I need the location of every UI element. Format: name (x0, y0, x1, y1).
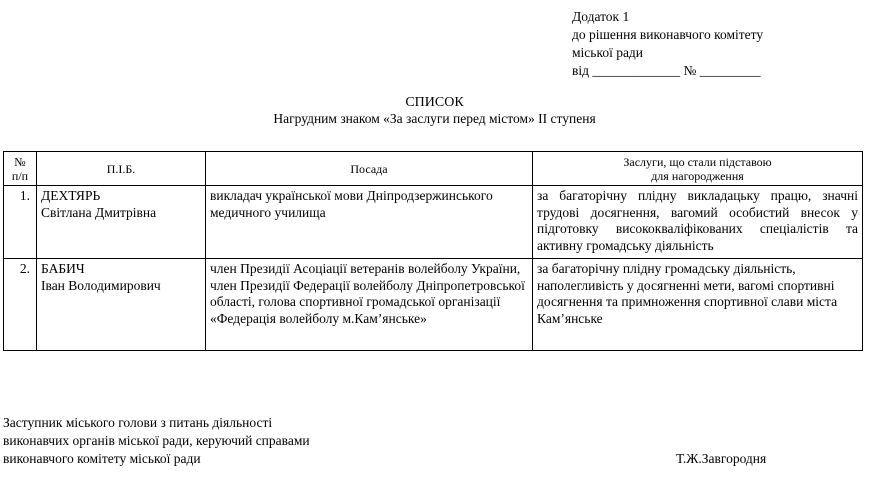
given-names: Світлана Дмитрівна (41, 204, 157, 220)
column-header-number (4, 152, 37, 186)
awardees-table (3, 151, 863, 351)
column-header-name: П.І.Б. (37, 152, 206, 186)
column-header-position: Посада (206, 152, 533, 186)
surname: БАБИЧ (41, 261, 85, 276)
header-text: № (14, 154, 26, 169)
header-text: для нагородження (651, 168, 744, 183)
row-name (37, 259, 206, 351)
given-names: Іван Володимирович (41, 277, 161, 293)
signatory-title-line: Заступник міського голови з питань діяльності (3, 415, 273, 430)
row-reason: за багаторічну плідну викладацьку працю, значні трудові досягнення, вагомий особистий внесок у підготовку висококваліфікованих спеціалістів та активну громадську діяльність (533, 186, 863, 259)
signatory-name: Т.Ж.Завгородня (676, 451, 767, 466)
appendix-line: до рішення виконавчого комітету (572, 27, 764, 42)
row-name (37, 186, 206, 259)
row-position: викладач української мови Дніпродзержинського медичного училища (206, 186, 533, 259)
row-number: 2. (4, 259, 37, 351)
appendix-date-number-line: від _____________ № _________ (572, 63, 761, 78)
signatory-title-line: виконавчих органів міської ради, керуючий справами (3, 433, 310, 448)
appendix-header (572, 8, 763, 80)
document-heading (0, 95, 869, 127)
table-header-row (4, 152, 863, 186)
header-text: Заслуги, що стали підставою (623, 154, 772, 169)
document-subtitle: Нагрудним знаком «За заслуги перед містом» ІІ ступеня (273, 111, 596, 126)
appendix-line: Додаток 1 (572, 9, 630, 24)
signatory-title-line: виконавчого комітету міської ради (3, 451, 201, 466)
row-reason: за багаторічну плідну громадську діяльність, наполегливість у досягненні мети, вагомі спортивні досягнення та примноження спортивної слави міста Кам’янське (533, 259, 863, 351)
table-row (4, 259, 863, 351)
header-text: п/п (11, 168, 29, 183)
surname: ДЕХТЯРЬ (41, 188, 101, 203)
column-header-reason (533, 152, 863, 186)
document-title: СПИСОК (405, 95, 464, 110)
row-number: 1. (4, 186, 37, 259)
appendix-line: міської ради (572, 45, 644, 60)
table-row (4, 186, 863, 259)
signatory-title (3, 414, 310, 468)
row-position: член Президії Асоціації ветеранів волейболу України, член Президії Федерації волейболу Дніпропетровської області, голова спортивної громадської організації «Федерація волейболу м.Кам’янське» (206, 259, 533, 351)
